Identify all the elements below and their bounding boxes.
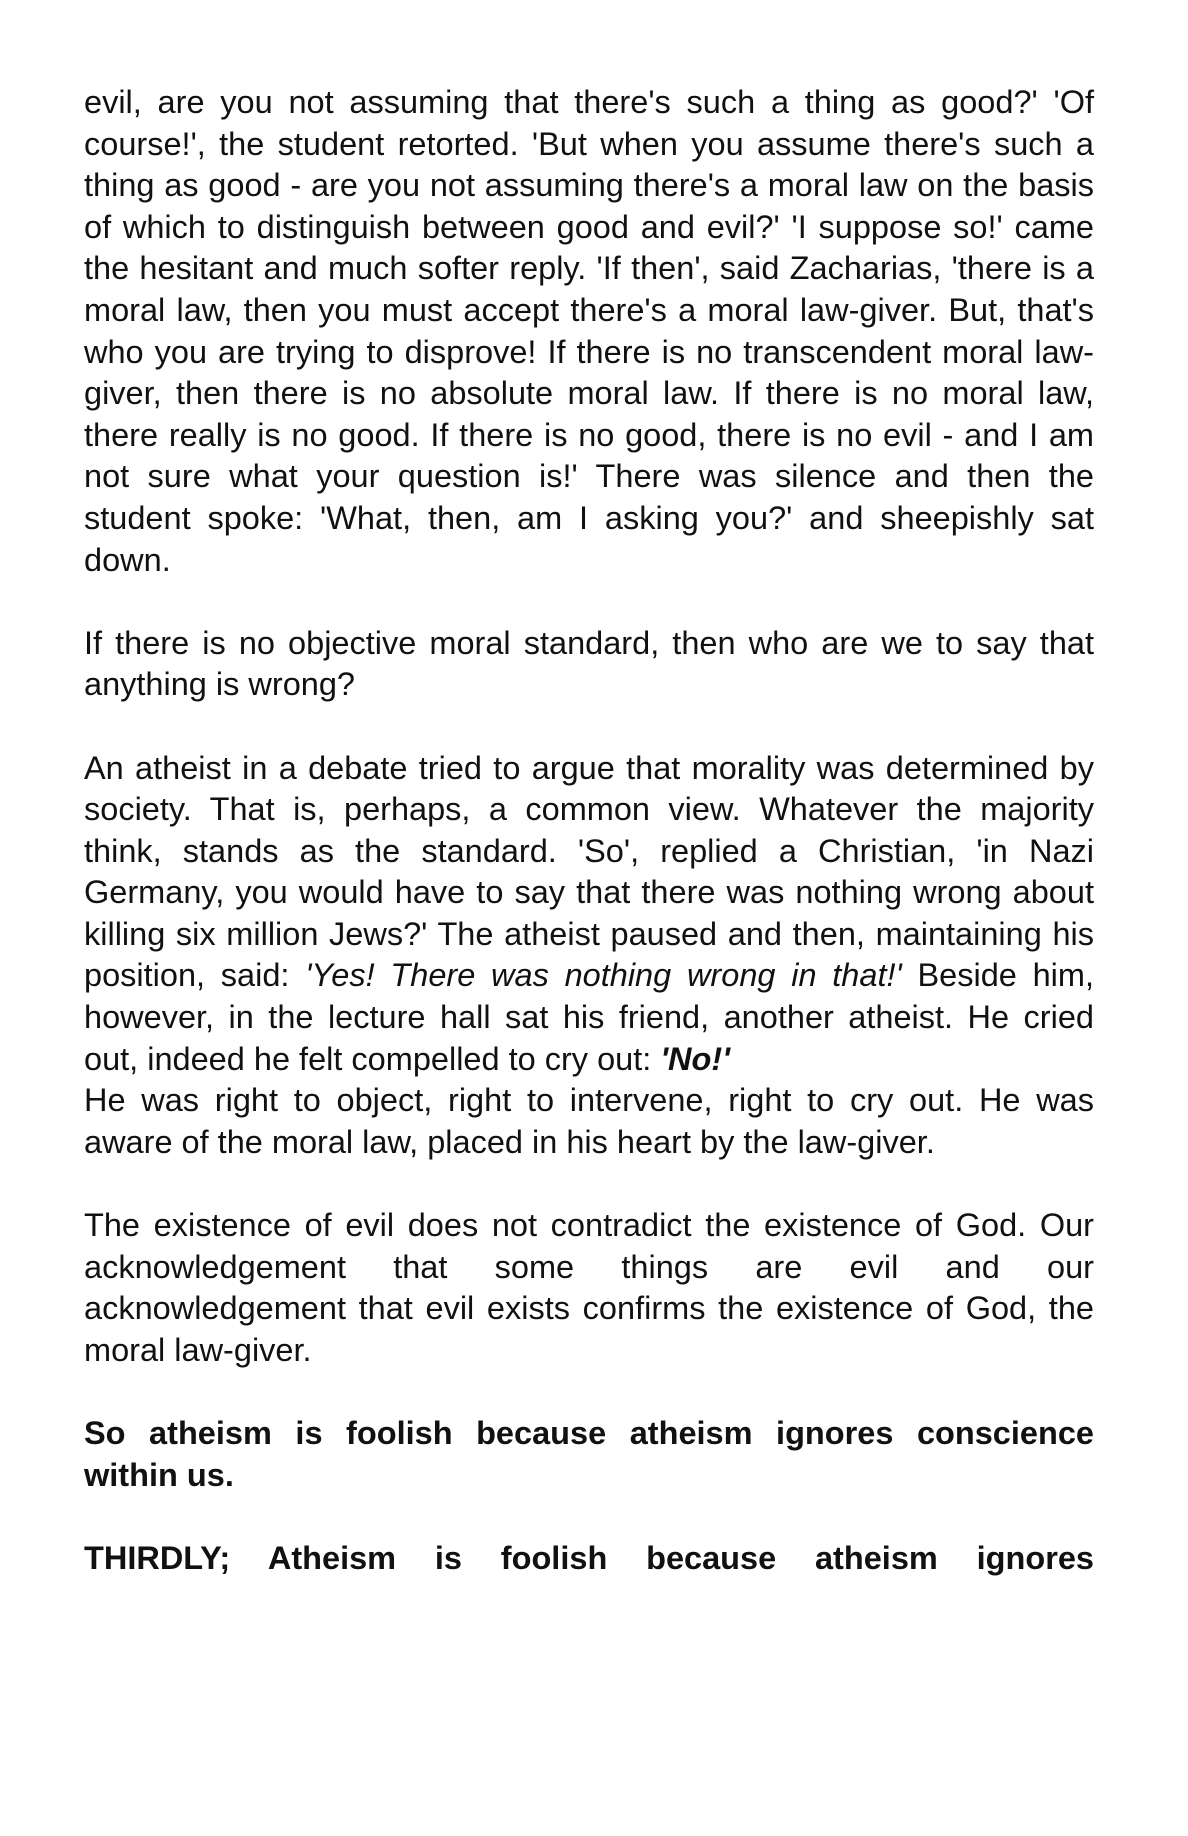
paragraph-thirdly-heading: THIRDLY; Atheism is foolish because atheism ignores — [84, 1539, 1094, 1576]
paragraph-conclusion-conscience: So atheism is foolish because atheism ignores conscience within us. — [84, 1415, 1094, 1493]
paragraph-zacharias-story: evil, are you not assuming that there's such a thing as good?' 'Of course!', the student retorted. 'But when you assume there's such a thing as good - are you not assuming there's a moral law on the basis of which to distinguish between good and evil?' 'I suppose so!' came the hesitant and much softer reply. 'If then', said Zacharias, 'there is a moral law, then you must accept there's a moral law-giver. But, that's who you are trying to disprove! If there is no transcendent moral law-giver, then there is no absolute moral law. If there is no moral law, there really is no good. If there is no good, there is no evil - and I am not sure what your question is!' There was silence and then the student spoke: 'What, then, am I asking you?' and sheepishly sat down. — [84, 84, 1094, 578]
document-page — [84, 82, 1094, 1579]
debate-quote-no: 'No!' — [660, 1040, 730, 1077]
debate-text-start: An atheist in a debate tried to argue that morality was determined by society. That is, perhaps, a common view. Whatever the majority think, stands as the standard. 'So', replied a Christian, 'in Nazi Germany, you would have to say that there was nothing wrong about killing six million Jews?' The atheist paused and then, maintaining his position, said: — [84, 749, 1094, 994]
paragraph-existence-of-evil: The existence of evil does not contradict the existence of God. Our acknowledgement that some things are evil and our acknowledgement that evil exists confirms the existence of God, the moral law-giver. — [84, 1207, 1094, 1368]
paragraph-atheist-debate — [84, 748, 1094, 1081]
debate-quote-yes: 'Yes! There was nothing wrong in that!' — [305, 957, 902, 994]
paragraph-objective-standard: If there is no objective moral standard, then who are we to say that anything is wrong? — [84, 624, 1094, 703]
debate-text-middle: Beside him, however, in the lecture hall sat his friend, another atheist. He cried out, indeed he felt compelled to cry out: — [84, 957, 1094, 1077]
paragraph-moral-law: He was right to object, right to intervene, right to cry out. He was aware of the moral law, placed in his heart by the law-giver. — [84, 1082, 1094, 1160]
